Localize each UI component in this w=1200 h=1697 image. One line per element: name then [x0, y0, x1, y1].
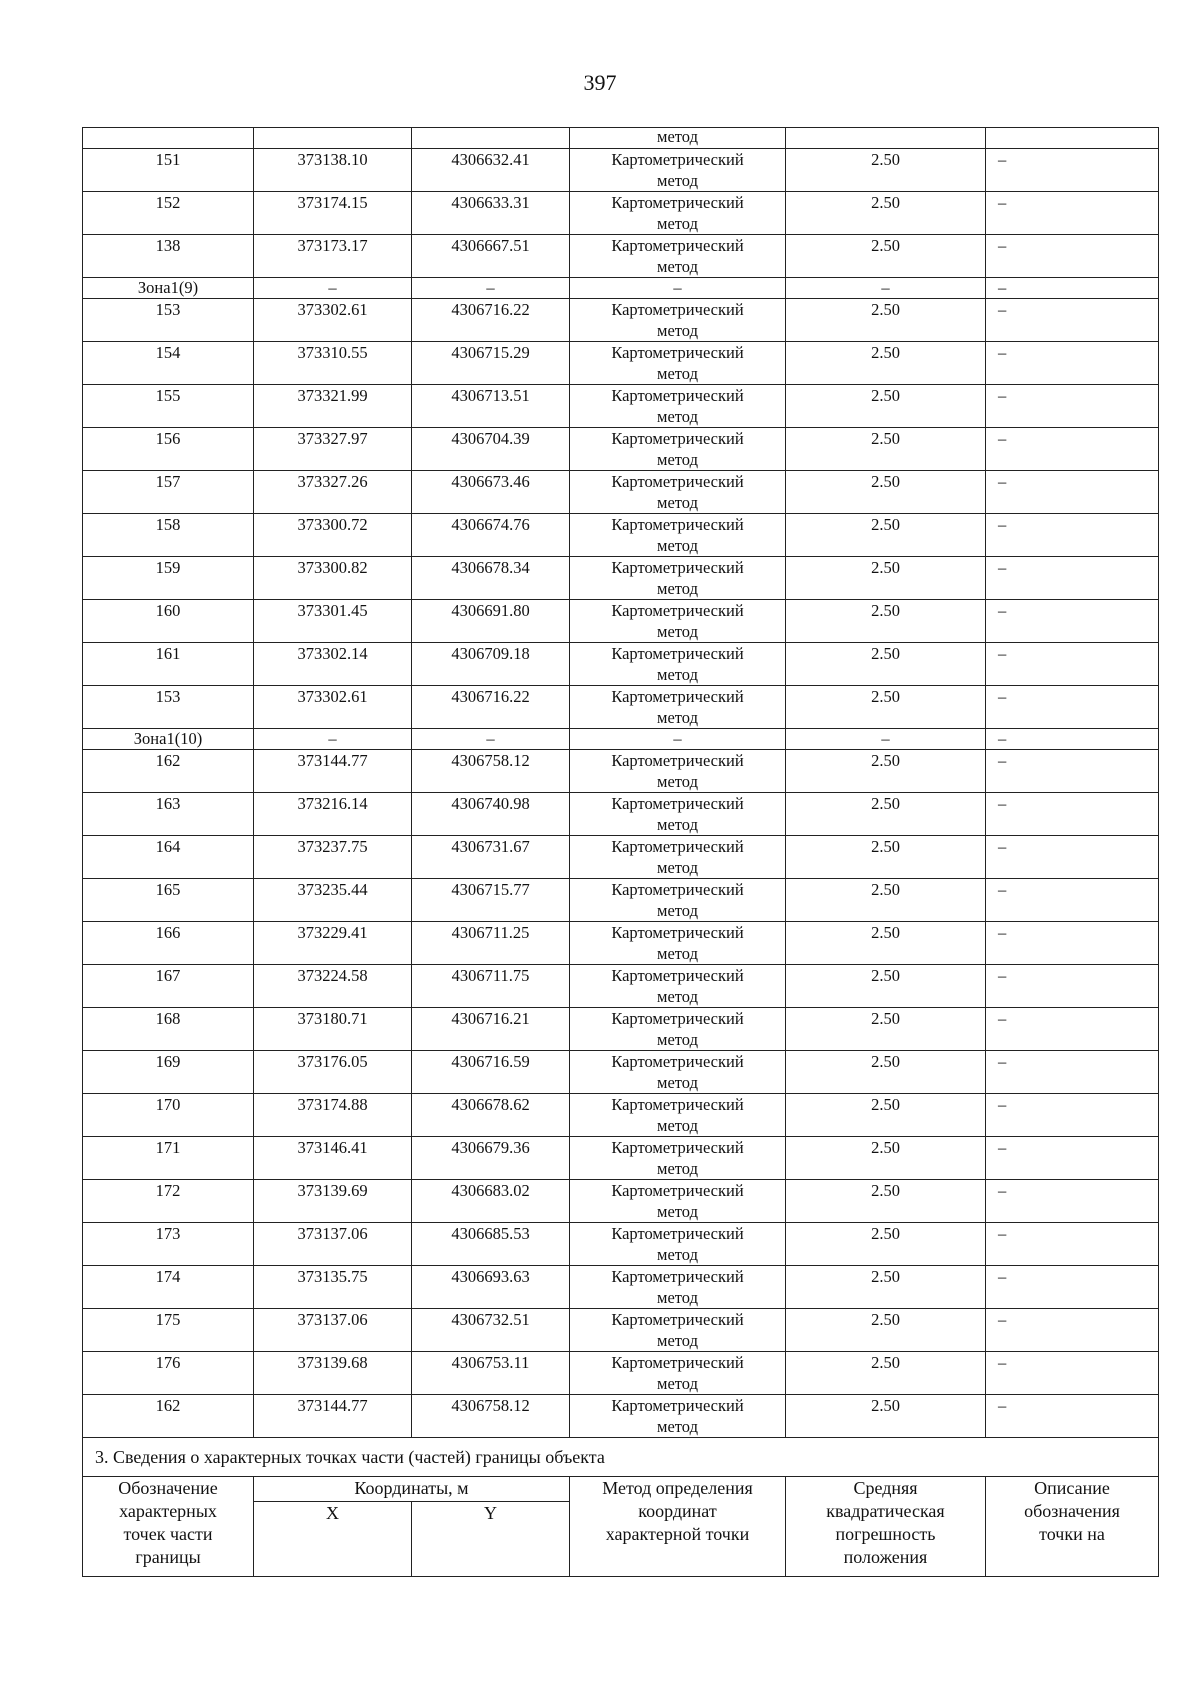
x-coordinate-cell: 373310.55	[254, 342, 412, 385]
error-cell: 2.50	[786, 1223, 986, 1266]
description-cell: –	[986, 1266, 1159, 1309]
zone-row	[83, 729, 1159, 750]
table-row	[83, 1094, 1159, 1137]
y-coordinate-cell: 4306716.21	[412, 1008, 570, 1051]
y-coordinate-cell: 4306758.12	[412, 750, 570, 793]
x-coordinate-cell: 373176.05	[254, 1051, 412, 1094]
point-id-cell: 168	[83, 1008, 254, 1051]
description-cell: –	[986, 793, 1159, 836]
table-row	[83, 836, 1159, 879]
method-cell: –	[570, 729, 786, 750]
error-cell: 2.50	[786, 600, 986, 643]
x-coordinate-cell: 373137.06	[254, 1223, 412, 1266]
table-row	[83, 1051, 1159, 1094]
method-cell: Картометрический метод	[570, 1309, 786, 1352]
description-cell: –	[986, 149, 1159, 192]
error-cell: 2.50	[786, 149, 986, 192]
table-row	[83, 793, 1159, 836]
point-id-cell: 174	[83, 1266, 254, 1309]
description-cell: –	[986, 1223, 1159, 1266]
description-cell: –	[986, 686, 1159, 729]
description-cell: –	[986, 192, 1159, 235]
header-x: X	[254, 1502, 412, 1577]
description-cell: –	[986, 1395, 1159, 1438]
description-cell: –	[986, 299, 1159, 342]
table-row	[83, 1137, 1159, 1180]
table-row	[83, 192, 1159, 235]
point-id-cell: 162	[83, 1395, 254, 1438]
description-cell: –	[986, 1137, 1159, 1180]
header-description: Описание обозначения точки на	[986, 1477, 1159, 1577]
y-coordinate-cell: 4306633.31	[412, 192, 570, 235]
x-coordinate-cell: –	[254, 729, 412, 750]
method-cell: Картометрический метод	[570, 1051, 786, 1094]
point-id-cell: 153	[83, 299, 254, 342]
x-coordinate-cell: 373144.77	[254, 1395, 412, 1438]
y-coordinate-cell: 4306683.02	[412, 1180, 570, 1223]
method-cell: Картометрический метод	[570, 1223, 786, 1266]
point-id-cell: 152	[83, 192, 254, 235]
y-coordinate-cell: 4306715.29	[412, 342, 570, 385]
header-error: Средняя квадратическая погрешность положения	[786, 1477, 986, 1577]
y-coordinate-cell: 4306685.53	[412, 1223, 570, 1266]
description-cell: –	[986, 600, 1159, 643]
error-cell: 2.50	[786, 192, 986, 235]
x-coordinate-cell: 373302.61	[254, 299, 412, 342]
y-coordinate-cell: 4306711.25	[412, 922, 570, 965]
description-cell: –	[986, 750, 1159, 793]
table-row	[83, 750, 1159, 793]
x-coordinate-cell: 373139.69	[254, 1180, 412, 1223]
x-coordinate-cell: 373144.77	[254, 750, 412, 793]
method-cell: Картометрический метод	[570, 686, 786, 729]
y-coordinate-cell: 4306732.51	[412, 1309, 570, 1352]
description-cell: –	[986, 643, 1159, 686]
point-id-cell: 161	[83, 643, 254, 686]
error-cell: 2.50	[786, 1094, 986, 1137]
method-cell: Картометрический метод	[570, 471, 786, 514]
method-cell: Картометрический метод	[570, 793, 786, 836]
error-cell: 2.50	[786, 235, 986, 278]
method-cell: Картометрический метод	[570, 1266, 786, 1309]
error-cell: 2.50	[786, 514, 986, 557]
x-coordinate-cell: 373327.97	[254, 428, 412, 471]
method-cell: Картометрический метод	[570, 557, 786, 600]
method-cell: Картометрический метод	[570, 514, 786, 557]
x-coordinate-cell: 373137.06	[254, 1309, 412, 1352]
description-cell: –	[986, 342, 1159, 385]
point-id-cell: 163	[83, 793, 254, 836]
point-id-cell: 169	[83, 1051, 254, 1094]
description-cell: –	[986, 278, 1159, 299]
y-coordinate-cell: 4306678.34	[412, 557, 570, 600]
table-row	[83, 965, 1159, 1008]
description-cell: –	[986, 514, 1159, 557]
method-cell: Картометрический метод	[570, 1008, 786, 1051]
point-id-cell: 162	[83, 750, 254, 793]
method-cell: Картометрический метод	[570, 879, 786, 922]
y-coordinate-cell: 4306674.76	[412, 514, 570, 557]
point-id-cell: 166	[83, 922, 254, 965]
table-row	[83, 471, 1159, 514]
header-row	[83, 1477, 1159, 1502]
point-id-cell: Зона1(10)	[83, 729, 254, 750]
header-method: Метод определения координат характерной точки	[570, 1477, 786, 1577]
method-cell: Картометрический метод	[570, 235, 786, 278]
point-id-cell: 165	[83, 879, 254, 922]
description-cell: –	[986, 922, 1159, 965]
method-cell: Картометрический метод	[570, 299, 786, 342]
description-cell: –	[986, 1008, 1159, 1051]
x-coordinate-cell: –	[254, 278, 412, 299]
error-cell: 2.50	[786, 1395, 986, 1438]
error-cell: 2.50	[786, 1137, 986, 1180]
x-coordinate-cell: 373229.41	[254, 922, 412, 965]
error-cell: 2.50	[786, 793, 986, 836]
x-coordinate-cell: 373139.68	[254, 1352, 412, 1395]
continued-row	[83, 128, 1159, 149]
error-cell: 2.50	[786, 1008, 986, 1051]
table-row	[83, 1223, 1159, 1266]
table-row	[83, 686, 1159, 729]
error-cell: 2.50	[786, 686, 986, 729]
x-coordinate-cell: 373174.88	[254, 1094, 412, 1137]
method-cell: –	[570, 278, 786, 299]
x-coordinate-cell: 373138.10	[254, 149, 412, 192]
table-row	[83, 235, 1159, 278]
point-id-cell: 153	[83, 686, 254, 729]
table-row	[83, 1266, 1159, 1309]
description-cell: –	[986, 385, 1159, 428]
point-id-cell: 176	[83, 1352, 254, 1395]
method-cell: Картометрический метод	[570, 342, 786, 385]
x-coordinate-cell: 373173.17	[254, 235, 412, 278]
description-cell: –	[986, 1094, 1159, 1137]
table-row	[83, 428, 1159, 471]
description-cell: –	[986, 965, 1159, 1008]
y-coordinate-cell: 4306709.18	[412, 643, 570, 686]
header-point-designation: Обозначение характерных точек части границы	[83, 1477, 254, 1577]
table-row	[83, 1180, 1159, 1223]
x-coordinate-cell: 373302.14	[254, 643, 412, 686]
point-id-cell: 172	[83, 1180, 254, 1223]
point-id-cell: 173	[83, 1223, 254, 1266]
y-coordinate-cell: 4306758.12	[412, 1395, 570, 1438]
point-id-cell: Зона1(9)	[83, 278, 254, 299]
method-cell: Картометрический метод	[570, 750, 786, 793]
y-coordinate-cell: 4306632.41	[412, 149, 570, 192]
x-coordinate-cell: 373216.14	[254, 793, 412, 836]
table-row	[83, 600, 1159, 643]
x-coordinate-cell: 373321.99	[254, 385, 412, 428]
y-coordinate-cell: 4306740.98	[412, 793, 570, 836]
error-cell: –	[786, 278, 986, 299]
table-row	[83, 557, 1159, 600]
table-row	[83, 1309, 1159, 1352]
point-id-cell: 171	[83, 1137, 254, 1180]
point-id-cell: 157	[83, 471, 254, 514]
point-id-cell: 154	[83, 342, 254, 385]
error-cell: 2.50	[786, 1180, 986, 1223]
method-cell: Картометрический метод	[570, 600, 786, 643]
error-cell: 2.50	[786, 471, 986, 514]
point-id-cell: 158	[83, 514, 254, 557]
x-coordinate-cell: 373235.44	[254, 879, 412, 922]
point-id-cell: 164	[83, 836, 254, 879]
point-id-cell: 170	[83, 1094, 254, 1137]
header-coordinates: Координаты, м	[254, 1477, 570, 1502]
description-cell: –	[986, 428, 1159, 471]
x-coordinate-cell: 373237.75	[254, 836, 412, 879]
description-cell: –	[986, 1180, 1159, 1223]
description-cell: –	[986, 1309, 1159, 1352]
error-cell: 2.50	[786, 750, 986, 793]
y-coordinate-cell: 4306713.51	[412, 385, 570, 428]
error-cell: –	[786, 729, 986, 750]
x-coordinate-cell: 373300.72	[254, 514, 412, 557]
method-cell: Картометрический метод	[570, 836, 786, 879]
description-cell: –	[986, 471, 1159, 514]
table-row	[83, 922, 1159, 965]
x-coordinate-cell: 373327.26	[254, 471, 412, 514]
error-cell: 2.50	[786, 428, 986, 471]
error-cell: 2.50	[786, 836, 986, 879]
zone-row	[83, 278, 1159, 299]
section-title: 3. Сведения о характерных точках части (частей) границы объекта	[83, 1438, 1159, 1477]
method-cell: Картометрический метод	[570, 643, 786, 686]
y-coordinate-cell: 4306679.36	[412, 1137, 570, 1180]
y-coordinate-cell: 4306667.51	[412, 235, 570, 278]
point-id-cell: 156	[83, 428, 254, 471]
y-coordinate-cell: 4306716.59	[412, 1051, 570, 1094]
table-row	[83, 342, 1159, 385]
method-cell: Картометрический метод	[570, 428, 786, 471]
method-cell: Картометрический метод	[570, 385, 786, 428]
error-cell: 2.50	[786, 342, 986, 385]
error-cell: 2.50	[786, 643, 986, 686]
y-coordinate-cell: 4306711.75	[412, 965, 570, 1008]
method-cell: Картометрический метод	[570, 192, 786, 235]
error-cell: 2.50	[786, 1352, 986, 1395]
y-coordinate-cell: 4306731.67	[412, 836, 570, 879]
x-coordinate-cell: 373174.15	[254, 192, 412, 235]
y-coordinate-cell: 4306753.11	[412, 1352, 570, 1395]
description-cell: –	[986, 1352, 1159, 1395]
y-coordinate-cell: 4306716.22	[412, 299, 570, 342]
table-row	[83, 1008, 1159, 1051]
point-id-cell: 138	[83, 235, 254, 278]
y-coordinate-cell: 4306715.77	[412, 879, 570, 922]
description-cell: –	[986, 235, 1159, 278]
y-coordinate-cell: –	[412, 729, 570, 750]
point-id-cell: 175	[83, 1309, 254, 1352]
coordinates-table	[82, 127, 1159, 1577]
table-row	[83, 299, 1159, 342]
method-cell: Картометрический метод	[570, 149, 786, 192]
point-id-cell: 151	[83, 149, 254, 192]
table-row	[83, 514, 1159, 557]
error-cell: 2.50	[786, 1309, 986, 1352]
y-coordinate-cell: 4306716.22	[412, 686, 570, 729]
description-cell: –	[986, 836, 1159, 879]
description-cell: –	[986, 557, 1159, 600]
page-number: 397	[583, 70, 617, 95]
description-cell: –	[986, 729, 1159, 750]
method-cell: Картометрический метод	[570, 965, 786, 1008]
description-cell: –	[986, 1051, 1159, 1094]
method-cell: Картометрический метод	[570, 1395, 786, 1438]
table-row	[83, 1352, 1159, 1395]
table-row	[83, 1395, 1159, 1438]
method-cell: Картометрический метод	[570, 1352, 786, 1395]
point-id-cell: 167	[83, 965, 254, 1008]
error-cell: 2.50	[786, 299, 986, 342]
error-cell: 2.50	[786, 879, 986, 922]
x-coordinate-cell: 373224.58	[254, 965, 412, 1008]
x-coordinate-cell: 373302.61	[254, 686, 412, 729]
method-cell: Картометрический метод	[570, 922, 786, 965]
table-row	[83, 149, 1159, 192]
error-cell: 2.50	[786, 1051, 986, 1094]
y-coordinate-cell: 4306673.46	[412, 471, 570, 514]
error-cell: 2.50	[786, 922, 986, 965]
method-cell: Картометрический метод	[570, 1180, 786, 1223]
y-coordinate-cell: 4306691.80	[412, 600, 570, 643]
error-cell: 2.50	[786, 965, 986, 1008]
error-cell: 2.50	[786, 557, 986, 600]
method-cell: Картометрический метод	[570, 1137, 786, 1180]
point-id-cell: 159	[83, 557, 254, 600]
x-coordinate-cell: 373301.45	[254, 600, 412, 643]
y-coordinate-cell: 4306693.63	[412, 1266, 570, 1309]
point-id-cell: 155	[83, 385, 254, 428]
error-cell: 2.50	[786, 1266, 986, 1309]
x-coordinate-cell: 373180.71	[254, 1008, 412, 1051]
header-y: Y	[412, 1502, 570, 1577]
y-coordinate-cell: 4306704.39	[412, 428, 570, 471]
x-coordinate-cell: 373300.82	[254, 557, 412, 600]
section-title-row	[83, 1438, 1159, 1477]
method-cell: метод	[570, 128, 786, 149]
point-id-cell: 160	[83, 600, 254, 643]
error-cell: 2.50	[786, 385, 986, 428]
method-cell: Картометрический метод	[570, 1094, 786, 1137]
x-coordinate-cell: 373146.41	[254, 1137, 412, 1180]
description-cell: –	[986, 879, 1159, 922]
y-coordinate-cell: –	[412, 278, 570, 299]
table-row	[83, 643, 1159, 686]
table-row	[83, 385, 1159, 428]
table-row	[83, 879, 1159, 922]
y-coordinate-cell: 4306678.62	[412, 1094, 570, 1137]
x-coordinate-cell: 373135.75	[254, 1266, 412, 1309]
